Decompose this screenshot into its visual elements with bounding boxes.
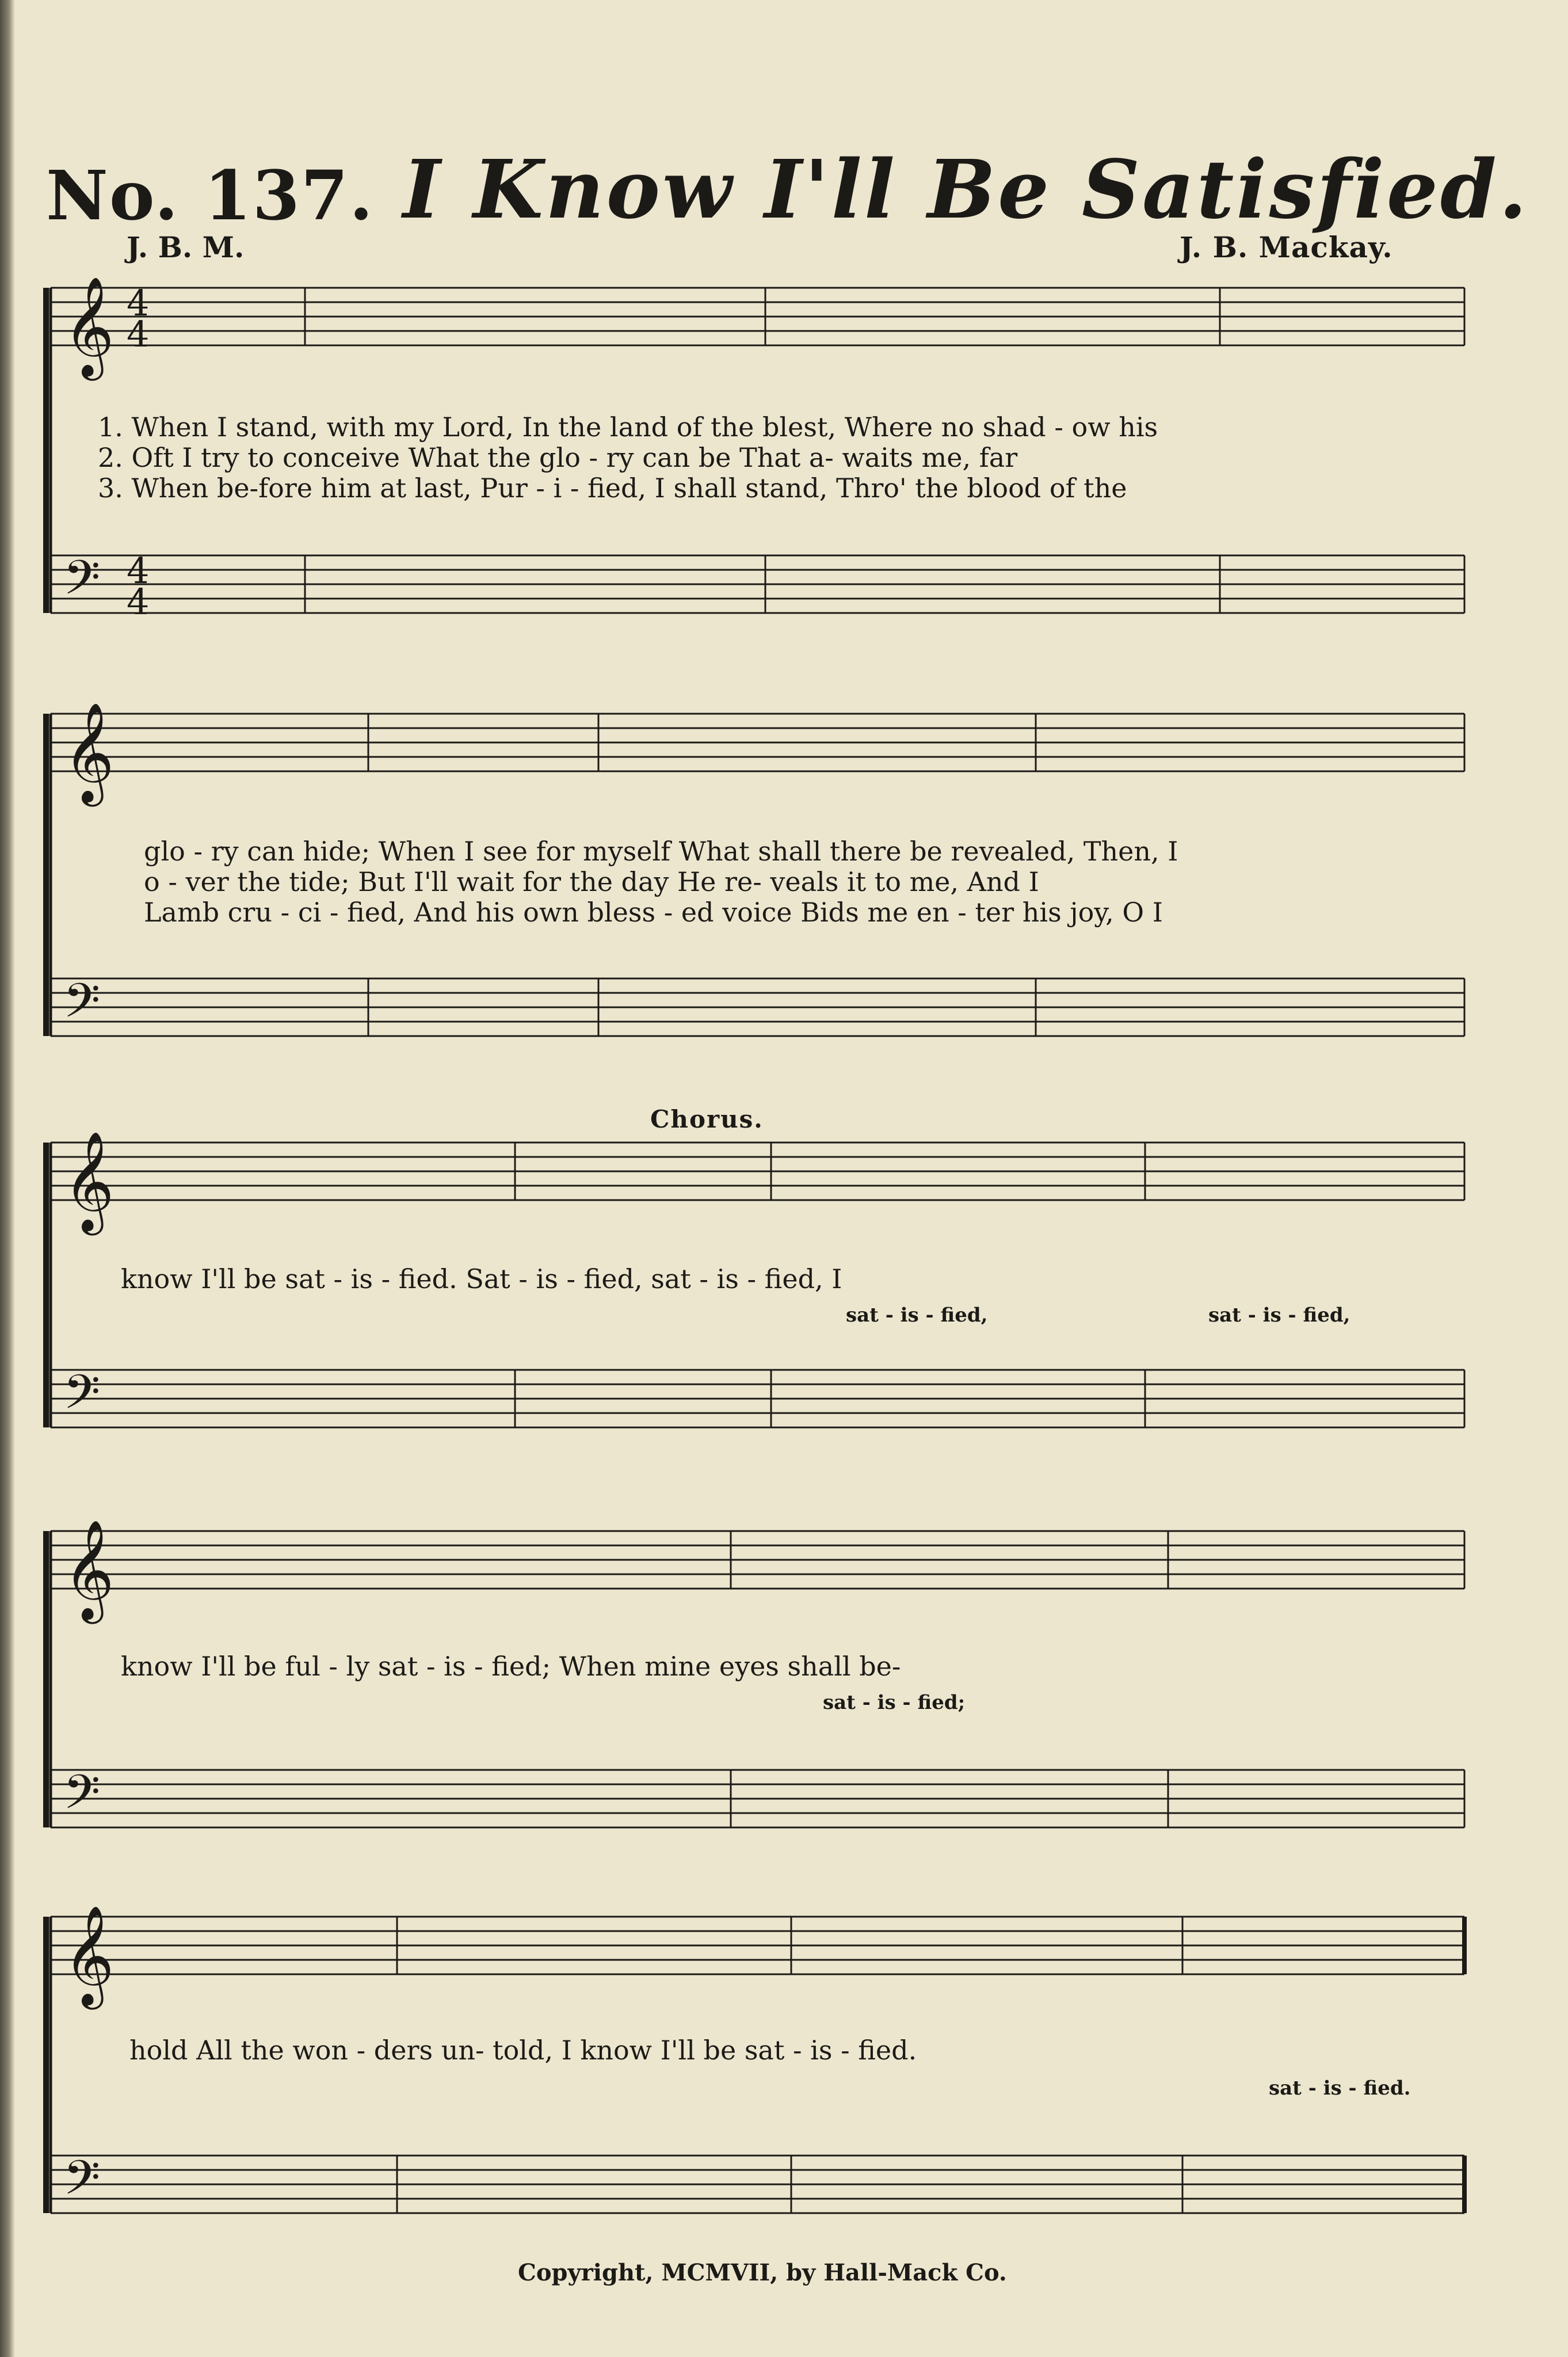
treble-clef-icon: 𝄞: [63, 702, 115, 802]
staff-system: [46, 276, 1464, 2217]
chorus-line-2: know I'll be ful - ly sat - is - fied; When mine eyes shall be-: [121, 1651, 901, 1682]
time-signature-top: 4: [127, 282, 150, 324]
words-credit: J. B. M.: [127, 230, 245, 264]
verse-1-line-1: 1. When I stand, with my Lord, In the land of the blest, Where no shad - ow his: [98, 412, 1158, 443]
bass-clef-icon: 𝄢: [63, 2150, 101, 2217]
hymn-number: No. 137.: [46, 155, 375, 235]
hymn-title: I Know I'll Be Satisfied.: [403, 143, 1529, 237]
chorus-line-3: hold All the won - ders un- told, I know I'll be sat - is - fied.: [129, 2035, 917, 2066]
verse-3-line-2: Lamb cru - ci - fied, And his own bless - ed voice Bids me en - ter his joy, O I: [144, 897, 1163, 928]
music-credit: J. B. Mackay.: [1180, 230, 1393, 264]
treble-clef-icon: 𝄞: [63, 1520, 115, 1620]
treble-clef-icon: 𝄞: [63, 1905, 115, 2005]
chorus-echo-1a: sat - is - fied,: [846, 1304, 988, 1327]
treble-clef-icon: 𝄞: [63, 276, 115, 376]
chorus-echo-2: sat - is - fied;: [823, 1691, 966, 1714]
verse-3-line-1: 3. When be-fore him at last, Pur - i - fied, I shall stand, Thro' the blood of the: [98, 473, 1127, 504]
verse-2-line-1: 2. Oft I try to conceive What the glo - ry can be That a- waits me, far: [98, 442, 1018, 473]
verse-1-line-2: glo - ry can hide; When I see for myself What shall there be revealed, Then, I: [144, 836, 1178, 867]
time-signature-top: 4: [127, 550, 150, 592]
chorus-echo-3: sat - is - fied.: [1269, 2077, 1411, 2100]
chorus-line-1: know I'll be sat - is - fied. Sat - is - fied, sat - is - fied, I: [121, 1263, 842, 1294]
bass-clef-icon: 𝄢: [63, 1364, 101, 1431]
chorus-echo-1b: sat - is - fied,: [1208, 1304, 1350, 1327]
time-signature-bottom: 4: [127, 313, 150, 355]
bass-clef-icon: 𝄢: [63, 973, 101, 1040]
treble-clef-icon: 𝄞: [63, 1131, 115, 1231]
bass-clef-icon: 𝄢: [63, 1764, 101, 1831]
copyright-notice: Copyright, MCMVII, by Hall-Mack Co.: [518, 2259, 1007, 2286]
verse-2-line-2: o - ver the tide; But I'll wait for the day He re- veals it to me, And I: [144, 866, 1039, 897]
bass-clef-icon: 𝄢: [63, 550, 101, 617]
chorus-label: Chorus.: [650, 1105, 764, 1133]
time-signature-bottom: 4: [127, 581, 150, 623]
